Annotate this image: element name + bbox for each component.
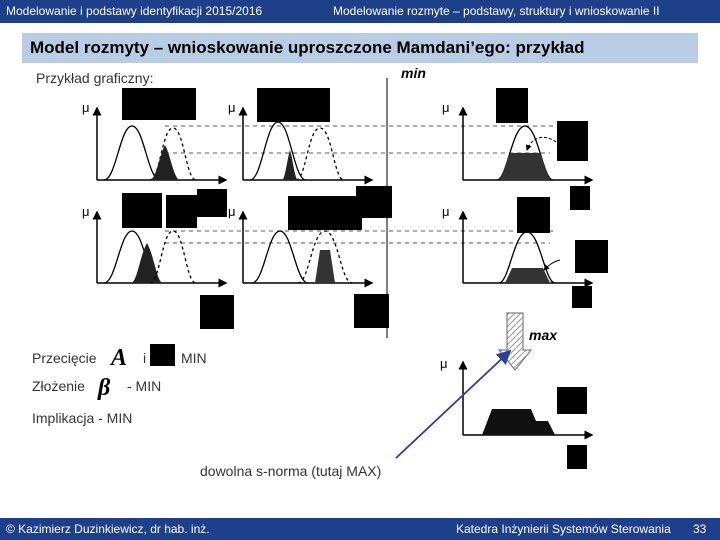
rule1-input2-panel: [228, 88, 372, 180]
max-aggregation-arrow: [499, 313, 558, 370]
mu-axis-label: μ: [442, 100, 450, 115]
rule1-input1-panel: [82, 88, 226, 180]
footer-author: © Kazimierz Duzinkiewicz, dr hab. inż.: [6, 522, 210, 536]
slide-title: Model rozmyty – wnioskowanie uproszczone Mamdani’ego: przykład: [30, 38, 585, 57]
page-number: 33: [693, 522, 707, 536]
mu-axis-label: μ: [228, 100, 236, 115]
implication-label: Implikacja - MIN: [32, 410, 133, 426]
snorm-label: dowolna s-norma (tutaj MAX): [200, 463, 382, 479]
set-a-symbol: A: [111, 345, 128, 371]
mu-axis-label: μ: [440, 356, 448, 371]
footer-department: Katedra Inżynierii Systemów Sterowania: [456, 522, 671, 536]
footer-bar: [0, 518, 720, 540]
intersection-op: MIN: [181, 350, 207, 366]
intersection-and: i: [143, 350, 147, 366]
redacted-symbol: [150, 344, 175, 366]
intersection-label: Przecięcie: [32, 350, 97, 366]
mu-axis-label: μ: [82, 204, 90, 219]
redacted-block: [572, 286, 592, 308]
composition-op: - MIN: [127, 378, 162, 394]
beta-symbol: β: [98, 375, 111, 401]
slide-subtitle: Przykład graficzny:: [36, 70, 154, 86]
lecture-title: Modelowanie rozmyte – podstawy, struktury i wnioskowanie II: [333, 4, 660, 18]
aggregated-output-panel: [440, 356, 592, 469]
snorm-pointer-arrow: [396, 351, 510, 458]
mu-axis-label: μ: [82, 100, 90, 115]
rule1-output-panel: [442, 88, 592, 180]
course-title: Modelowanie i podstawy identyfikacji 2015/2016: [6, 4, 263, 18]
rule2-input1-panel: [82, 189, 227, 283]
mu-axis-label: μ: [228, 204, 236, 219]
mu-axis-label: μ: [442, 204, 450, 219]
max-label: max: [529, 327, 558, 343]
min-label: min: [401, 65, 426, 81]
redacted-block: [200, 295, 234, 329]
redacted-block: [354, 294, 389, 328]
rule2-output-panel: [442, 186, 608, 283]
composition-label: Złożenie: [32, 378, 85, 394]
rule2-input2-panel: [228, 186, 392, 283]
